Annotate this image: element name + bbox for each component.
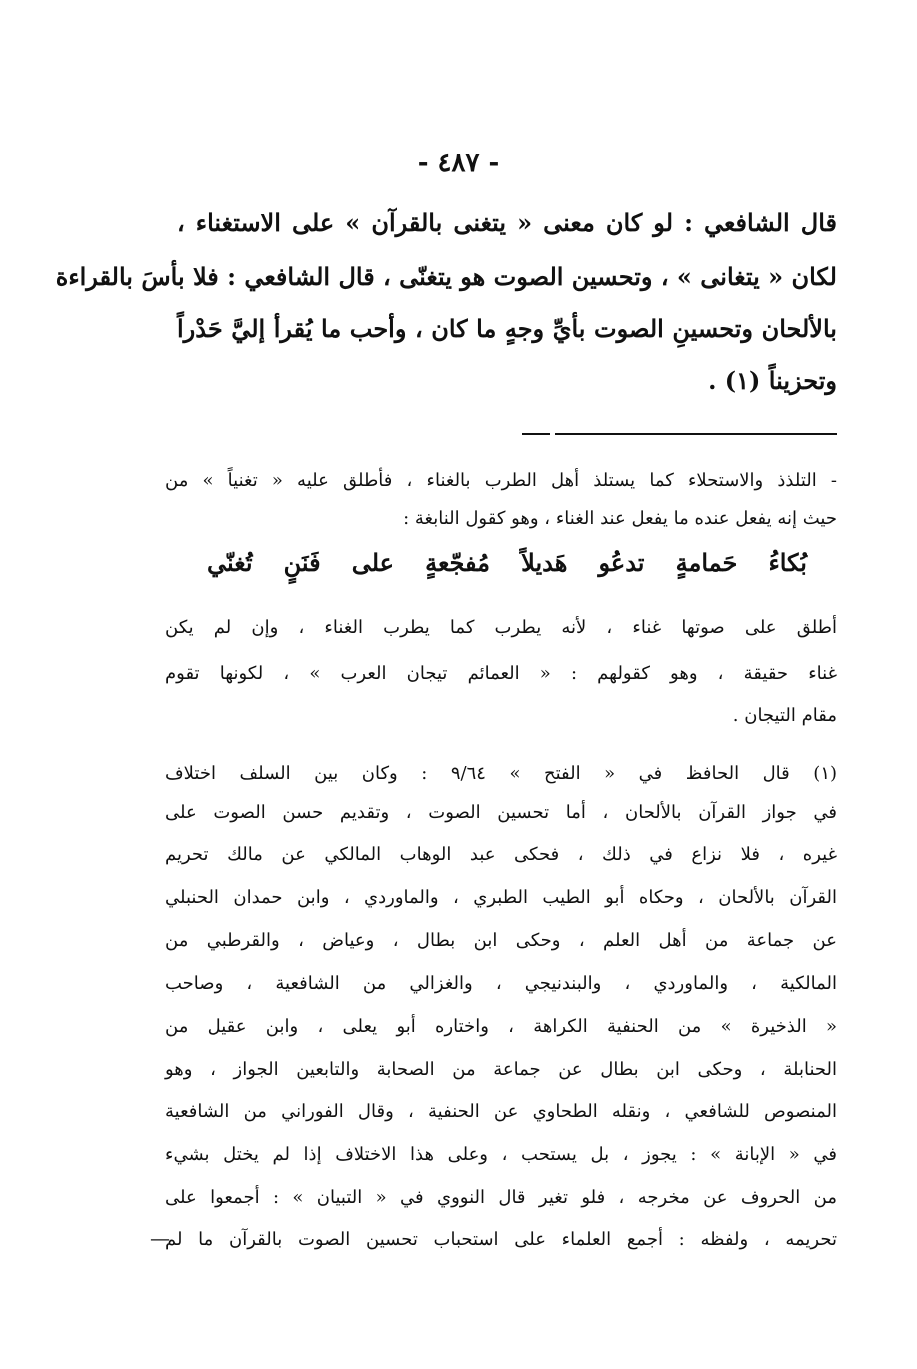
note-intro-line-1: - التلذذ والاستحلاء كما يستلذ أهل الطرب بالغناء ، فأطلق عليه « تغنياً » من — [165, 470, 837, 491]
note-line-2: غناء حقيقة ، وهو كقولهم : « العمائم تيجان العرب » ، لكونها تقوم — [165, 663, 838, 684]
footnote-line-2: في جواز القرآن بالألحان ، أما تحسين الصوت ، وتقديم حسن الصوت على — [165, 802, 837, 823]
page-number: - ٤٨٧ - — [417, 148, 500, 178]
poetry-verse: بُكاءُ حَمامةٍ تدعُو هَديلاً مُفجّعةٍ على فَنَنٍ تُغنّي — [207, 548, 807, 577]
footnote-line-7: « الذخيرة » من الحنفية الكراهة ، واختاره أبو يعلى ، وابن عقيل من — [165, 1016, 837, 1037]
continuation-dash: — — [150, 1226, 170, 1250]
footnote-separator — [555, 433, 837, 435]
main-text-line-1: قال الشافعي : لو كان معنى « يتغنى بالقرآن » على الاستغناء ، — [177, 208, 837, 237]
footnote-line-3: غيره ، فلا نزاع في ذلك ، فحكى عبد الوهاب المالكي عن مالك تحريم — [165, 844, 837, 865]
main-text-line-2: لكان « يتغانى » ، وتحسين الصوت هو يتغنّى ، قال الشافعي : فلا بأسَ بالقراءة — [55, 262, 837, 291]
footnote-line-10: في « الإبانة » : يجوز ، بل يستحب ، وعلى هذا الاختلاف إذا لم يختل بشيء — [165, 1144, 837, 1165]
footnote-line-1: (١) قال الحافظ في « الفتح » ٩/٦٤ : وكان بين السلف اختلاف — [165, 763, 838, 784]
main-text-line-4: وتحزيناً (١) . — [708, 366, 837, 395]
note-intro-line-2: حيث إنه يفعل عنده ما يفعل عند الغناء ، وهو كقول النابغة : — [403, 508, 837, 529]
main-text-line-3: بالألحان وتحسينِ الصوت بأيِّ وجهٍ ما كان ، وأحب ما يُقرأ إليَّ حَدْراً — [177, 314, 837, 343]
note-line-1: أطلق على صوتها غناء ، لأنه يطرب كما يطرب الغناء ، وإن لم يكن — [165, 617, 837, 638]
footnote-line-8: الحنابلة ، وحكى ابن بطال عن جماعة من الصحابة والتابعين الجواز ، وهو — [165, 1059, 837, 1080]
footnote-line-11: من الحروف عن مخرجه ، فلو تغير قال النووي في « التبيان » : أجمعوا على — [165, 1187, 837, 1208]
footnote-line-4: القرآن بالألحان ، وحكاه أبو الطيب الطبري ، والماوردي ، وابن حمدان الحنبلي — [165, 887, 837, 908]
footnote-line-5: عن جماعة من أهل العلم ، وحكى ابن بطال ، وعياض ، والقرطبي من — [165, 930, 837, 951]
footnote-line-9: المنصوص للشافعي ، ونقله الطحاوي عن الحنفية ، وقال الفوراني من الشافعية — [165, 1101, 837, 1122]
footnote-separator-short — [522, 433, 550, 435]
footnote-line-6: المالكية ، والماوردي ، والبندنيجي ، والغزالي من الشافعية ، وصاحب — [165, 973, 837, 994]
footnote-line-12: تحريمه ، ولفظه : أجمع العلماء على استحباب تحسين الصوت بالقرآن ما لم — [165, 1229, 837, 1250]
note-line-3: مقام التيجان . — [732, 705, 837, 726]
